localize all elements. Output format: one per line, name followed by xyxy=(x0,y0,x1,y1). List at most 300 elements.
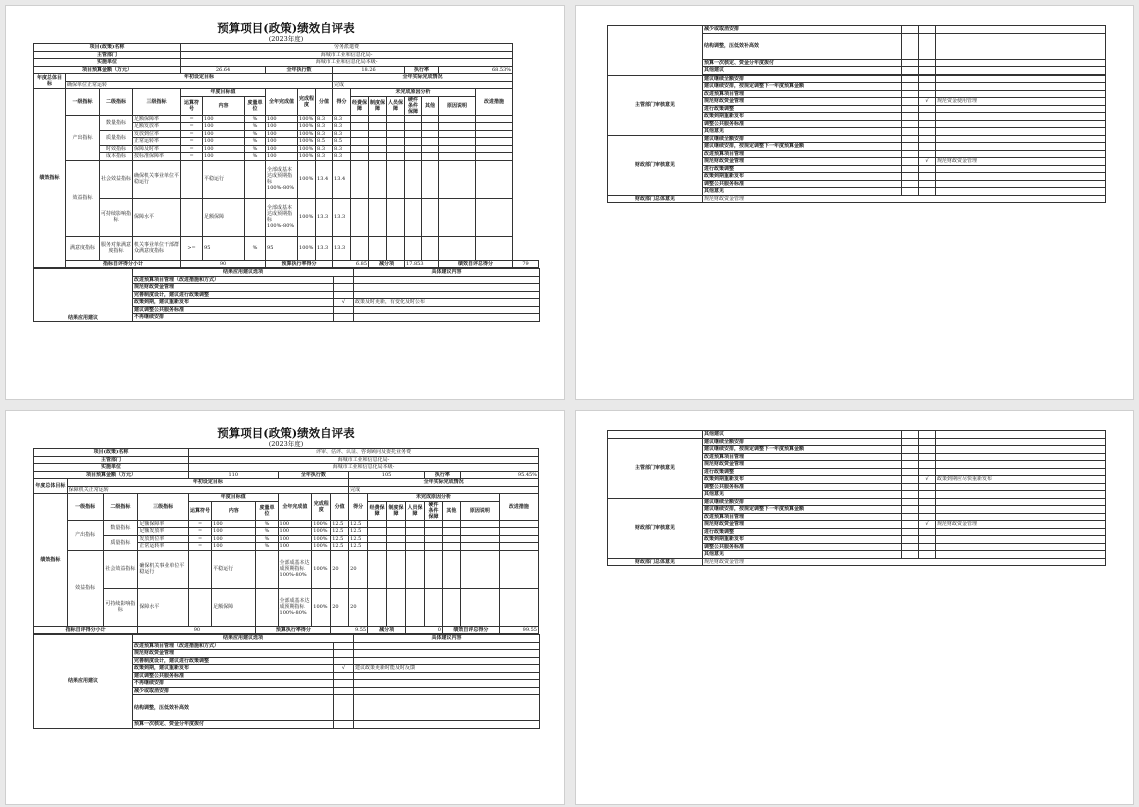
table-cell: 项目预算金额（万元） xyxy=(34,66,181,74)
table-cell: 预算执行率得分 xyxy=(266,260,333,268)
empty-cell xyxy=(422,160,439,198)
empty-cell xyxy=(936,453,1106,461)
table-cell: 二级指标 xyxy=(103,494,138,521)
empty-cell xyxy=(499,550,538,588)
table-cell: 建议继续全额安排 xyxy=(703,75,902,83)
empty-cell xyxy=(902,551,919,559)
empty-cell xyxy=(919,551,936,559)
empty-cell xyxy=(476,145,513,153)
empty-cell xyxy=(936,551,1106,559)
table-cell: 12.5 xyxy=(349,535,368,543)
table-cell: 机关事业单位干部群众满意度指标 xyxy=(133,236,181,260)
empty-cell xyxy=(439,153,476,161)
table-cell: = xyxy=(181,123,203,131)
table-cell: 8.3 xyxy=(316,123,333,131)
empty-cell xyxy=(936,165,1106,173)
table-cell: 17.853 xyxy=(405,260,439,268)
empty-cell xyxy=(405,236,422,260)
table-cell: 改进预算项目管理（改进措施和方式） xyxy=(133,642,334,650)
table-cell: 时效指标 xyxy=(100,145,133,153)
table-cell: 平稳运行 xyxy=(203,160,245,198)
table-cell: 保障水平 xyxy=(138,588,189,626)
empty-cell xyxy=(902,446,919,454)
empty-cell xyxy=(439,130,476,138)
table-cell: 年初设定目标 xyxy=(66,74,333,82)
table-cell: 100% xyxy=(298,198,316,236)
empty-cell xyxy=(439,115,476,123)
table-cell: √ xyxy=(334,665,354,673)
empty-cell xyxy=(902,536,919,544)
empty-cell xyxy=(245,198,266,236)
table-cell: 分值 xyxy=(331,494,349,521)
empty-cell xyxy=(368,543,387,551)
empty-cell xyxy=(354,672,540,680)
empty-cell xyxy=(919,536,936,544)
empty-cell xyxy=(368,588,387,626)
empty-cell xyxy=(334,642,354,650)
table-cell: 100 xyxy=(278,528,312,536)
table-cell: = xyxy=(188,543,211,551)
table-cell: 全年执行数 xyxy=(266,66,333,74)
table-cell: 主管部门 xyxy=(34,456,189,464)
empty-cell xyxy=(181,198,203,236)
table-cell: 社会效益指标 xyxy=(100,160,133,198)
empty-cell xyxy=(442,528,460,536)
empty-cell xyxy=(476,153,513,161)
table-cell: 结果应用建议 xyxy=(34,269,133,322)
empty-cell xyxy=(422,130,439,138)
empty-cell xyxy=(902,491,919,499)
empty-cell xyxy=(919,431,936,439)
empty-cell xyxy=(442,550,460,588)
empty-cell xyxy=(902,453,919,461)
empty-cell xyxy=(406,528,425,536)
empty-cell xyxy=(369,130,387,138)
empty-cell xyxy=(919,26,936,34)
table-cell: 社会效益指标 xyxy=(103,550,138,588)
empty-cell xyxy=(442,520,460,528)
empty-cell xyxy=(369,236,387,260)
empty-cell xyxy=(406,543,425,551)
form2-title: 预算项目(政策)绩效自评表 xyxy=(217,426,355,440)
empty-cell xyxy=(919,90,936,98)
empty-cell xyxy=(442,588,460,626)
table-cell: 规范财政资金管理 xyxy=(703,558,1106,566)
table-cell: 12.5 xyxy=(349,520,368,528)
empty-cell xyxy=(460,528,499,536)
table-cell: 财政部门总体意见 xyxy=(608,558,703,566)
table-cell: 实施单位 xyxy=(34,464,189,472)
empty-cell xyxy=(256,550,278,588)
empty-cell xyxy=(902,26,919,34)
empty-cell xyxy=(369,160,387,198)
empty-cell xyxy=(936,506,1106,514)
empty-cell xyxy=(476,123,513,131)
empty-cell xyxy=(387,138,405,146)
empty-cell xyxy=(936,83,1106,91)
table-cell: 三级指标 xyxy=(138,494,189,521)
empty-cell xyxy=(936,536,1106,544)
table-cell: 指标自评得分小计 xyxy=(66,260,181,268)
empty-cell xyxy=(188,550,211,588)
table-cell: 100% xyxy=(298,236,316,260)
empty-cell xyxy=(442,535,460,543)
table-cell: 90 xyxy=(138,626,256,634)
table-cell: 制度保障 xyxy=(387,501,406,520)
empty-cell xyxy=(442,543,460,551)
form1-app-table xyxy=(33,268,540,322)
empty-cell xyxy=(387,160,405,198)
empty-cell xyxy=(369,198,387,236)
page-3 xyxy=(5,410,565,805)
table-cell: 8.3 xyxy=(316,145,333,153)
empty-cell xyxy=(902,180,919,188)
table-cell: % xyxy=(256,520,278,528)
empty-cell xyxy=(919,188,936,196)
table-cell: 项目(政策)名称 xyxy=(34,44,181,52)
empty-cell xyxy=(919,528,936,536)
table-cell: 100 xyxy=(212,543,256,551)
empty-cell xyxy=(387,236,405,260)
empty-cell xyxy=(499,535,538,543)
table-cell: 原因说明 xyxy=(439,96,476,115)
table-cell: 硬件条件保障 xyxy=(405,96,422,115)
empty-cell xyxy=(387,198,405,236)
form2-sheet xyxy=(33,427,539,729)
empty-cell xyxy=(387,520,406,528)
table-cell: 可持续影响指标 xyxy=(103,588,138,626)
empty-cell xyxy=(902,173,919,181)
empty-cell xyxy=(902,83,919,91)
table-cell: 100% xyxy=(298,123,316,131)
table-cell: % xyxy=(245,236,266,260)
table-cell: 确保机关事业单位平稳运行 xyxy=(138,550,189,588)
table-cell: 其他意见 xyxy=(703,128,902,136)
table-cell: 项目预算金额（万元） xyxy=(34,471,189,479)
empty-cell xyxy=(919,543,936,551)
empty-cell xyxy=(439,236,476,260)
empty-cell xyxy=(387,123,405,131)
empty-cell xyxy=(936,498,1106,506)
empty-cell xyxy=(902,431,919,439)
table-cell: 建议调整公共服务标准 xyxy=(133,306,334,314)
table-cell: 执行率 xyxy=(405,66,439,74)
table-cell: 改进预算项目管理 xyxy=(703,90,902,98)
table-cell: 确保单位正常运转 xyxy=(66,81,333,89)
empty-cell xyxy=(902,113,919,121)
empty-cell xyxy=(387,130,405,138)
table-cell: 政策到期，建议重新发布 xyxy=(133,665,334,673)
table-cell: 减分项 xyxy=(369,260,405,268)
empty-cell xyxy=(902,476,919,484)
table-cell: 满意度指标 xyxy=(66,236,100,260)
empty-cell xyxy=(936,105,1106,113)
table-cell: 得分 xyxy=(349,494,368,521)
table-cell: 政策到期，建议重新发布 xyxy=(133,299,334,307)
table-cell: 8.3 xyxy=(333,145,351,153)
empty-cell xyxy=(354,695,540,721)
table-cell: 建议继续全额安排 xyxy=(703,438,902,446)
table-cell: 正常运转率 xyxy=(138,543,189,551)
table-cell: 12.5 xyxy=(331,535,349,543)
empty-cell xyxy=(919,498,936,506)
empty-cell xyxy=(369,115,387,123)
table-cell: 绩效自评总得分 xyxy=(439,260,513,268)
empty-cell xyxy=(406,588,425,626)
table-cell: 8.3 xyxy=(316,115,333,123)
empty-cell xyxy=(387,550,406,588)
empty-cell xyxy=(919,173,936,181)
empty-cell xyxy=(368,520,387,528)
form1-review-table xyxy=(607,25,1106,203)
table-cell: = xyxy=(188,520,211,528)
empty-cell xyxy=(405,130,422,138)
table-cell: 海城市工业和信息化局本级- xyxy=(188,464,538,472)
table-cell: 95 xyxy=(203,236,245,260)
empty-cell xyxy=(405,123,422,131)
table-cell: 结构调整，压低效补高效 xyxy=(703,33,902,59)
table-cell: 100% xyxy=(298,160,316,198)
table-cell: 足额发放率 xyxy=(133,123,181,131)
table-cell: 建议调整公共服务标准 xyxy=(133,672,334,680)
table-cell: 全部成基本达成预期指标100%-80% xyxy=(266,198,298,236)
table-cell: 其他意见 xyxy=(703,551,902,559)
empty-cell xyxy=(351,123,369,131)
table-cell: 12.5 xyxy=(349,528,368,536)
empty-cell xyxy=(936,543,1106,551)
table-cell: 20 xyxy=(349,588,368,626)
empty-cell xyxy=(354,291,540,299)
table-cell: 100 xyxy=(266,123,298,131)
table-cell: 8.3 xyxy=(333,115,351,123)
empty-cell xyxy=(439,160,476,198)
empty-cell xyxy=(334,695,354,721)
empty-cell xyxy=(334,672,354,680)
table-cell: 二级指标 xyxy=(100,89,133,116)
table-cell: 预算一次核定、资金分年度拨付 xyxy=(703,59,902,67)
empty-cell xyxy=(354,687,540,695)
empty-cell xyxy=(354,680,540,688)
table-cell: 具体建议内容 xyxy=(354,635,540,643)
empty-cell xyxy=(425,588,443,626)
table-cell: 足额保障 xyxy=(212,588,256,626)
table-cell: 度量单位 xyxy=(256,501,278,520)
table-cell: 12.5 xyxy=(349,543,368,551)
empty-cell xyxy=(256,588,278,626)
form1-table xyxy=(33,43,539,268)
table-cell: √ xyxy=(919,521,936,529)
table-cell: 足额保障 xyxy=(203,198,245,236)
table-cell: 规范财政资金管理 xyxy=(703,158,902,166)
table-cell: 100% xyxy=(312,588,331,626)
table-cell: 调整公共服务标准 xyxy=(703,543,902,551)
table-cell: 13.4 xyxy=(333,160,351,198)
empty-cell xyxy=(354,657,540,665)
empty-cell xyxy=(902,143,919,151)
table-cell: 110 xyxy=(188,471,278,479)
table-cell: 政策到期应尽快重新发布 xyxy=(936,476,1106,484)
empty-cell xyxy=(936,59,1106,67)
table-cell: 100 xyxy=(203,153,245,161)
empty-cell xyxy=(919,483,936,491)
table-cell: 13.3 xyxy=(333,198,351,236)
table-cell: % xyxy=(245,153,266,161)
form2-project: 评审、估评、认证、咨询顾问及委托业务费 xyxy=(188,449,538,457)
table-cell: 足额发放率 xyxy=(138,528,189,536)
table-cell: 建议继续全额安排 xyxy=(703,498,902,506)
table-cell: 20 xyxy=(331,550,349,588)
table-cell: = xyxy=(181,138,203,146)
table-cell: 数量指标 xyxy=(103,520,138,535)
table-cell: % xyxy=(256,535,278,543)
page-2 xyxy=(575,5,1134,400)
empty-cell xyxy=(425,520,443,528)
empty-cell xyxy=(919,120,936,128)
empty-cell xyxy=(936,180,1106,188)
empty-cell xyxy=(902,438,919,446)
empty-cell xyxy=(902,59,919,67)
empty-cell xyxy=(936,468,1106,476)
empty-cell xyxy=(405,160,422,198)
table-cell: 足额保障率 xyxy=(138,520,189,528)
empty-cell xyxy=(919,83,936,91)
table-cell: 全部成基本达成预期指标100%-80% xyxy=(266,160,298,198)
table-cell: 建议继续安排，按规定调整下一年度预算金额 xyxy=(703,446,902,454)
table-cell: 财政部门审核意见 xyxy=(608,135,703,195)
empty-cell xyxy=(351,115,369,123)
empty-cell xyxy=(936,431,1106,439)
empty-cell xyxy=(902,165,919,173)
table-cell: 原因说明 xyxy=(460,501,499,520)
table-cell: 三级指标 xyxy=(133,89,181,116)
table-cell: 完成 xyxy=(333,81,513,89)
table-cell: 结构调整，压低效补高效 xyxy=(133,695,334,721)
empty-cell xyxy=(334,650,354,658)
empty-cell xyxy=(406,535,425,543)
table-cell: % xyxy=(245,130,266,138)
empty-cell xyxy=(902,90,919,98)
empty-cell xyxy=(351,145,369,153)
empty-cell xyxy=(476,160,513,198)
empty-cell xyxy=(369,123,387,131)
table-cell: 正常运转率 xyxy=(133,138,181,146)
empty-cell xyxy=(334,687,354,695)
table-cell: 12.5 xyxy=(331,528,349,536)
table-cell: 90 xyxy=(181,260,266,268)
empty-cell xyxy=(936,26,1106,34)
table-cell: 105 xyxy=(349,471,425,479)
table-cell: 质量指标 xyxy=(103,535,138,550)
empty-cell xyxy=(422,153,439,161)
empty-cell xyxy=(422,145,439,153)
table-cell: 100 xyxy=(203,145,245,153)
form2-app-table xyxy=(33,634,540,729)
table-cell: 完善制度设计，建议进行政策调整 xyxy=(133,291,334,299)
table-cell: 100% xyxy=(312,528,331,536)
table-cell: 规范资金使用管理 xyxy=(936,98,1106,106)
table-cell: 内容 xyxy=(212,501,256,520)
empty-cell xyxy=(919,446,936,454)
table-cell: % xyxy=(256,543,278,551)
empty-cell xyxy=(334,306,354,314)
table-cell: 政策到期重新发布 xyxy=(703,476,902,484)
table-cell: 其他意见 xyxy=(703,188,902,196)
empty-cell xyxy=(919,143,936,151)
empty-cell xyxy=(387,588,406,626)
table-cell: 年初设定目标 xyxy=(67,479,348,487)
table-cell: = xyxy=(181,153,203,161)
table-cell: 100% xyxy=(298,130,316,138)
table-cell: 经费保障 xyxy=(368,501,387,520)
empty-cell xyxy=(369,145,387,153)
empty-cell xyxy=(422,115,439,123)
empty-cell xyxy=(902,98,919,106)
table-cell: 其他建议 xyxy=(703,67,902,75)
empty-cell xyxy=(919,453,936,461)
table-cell: 保障水平 xyxy=(133,198,181,236)
empty-cell xyxy=(406,520,425,528)
empty-cell xyxy=(919,75,936,83)
table-cell: 规范财政资金管理 xyxy=(703,195,1106,203)
empty-cell xyxy=(422,138,439,146)
empty-cell xyxy=(936,75,1106,83)
table-cell: 人员保障 xyxy=(387,96,405,115)
empty-cell xyxy=(936,528,1106,536)
table-cell: 改进措施 xyxy=(476,89,513,116)
empty-cell xyxy=(351,236,369,260)
empty-cell xyxy=(902,483,919,491)
table-cell: 数量指标 xyxy=(100,115,133,130)
empty-cell xyxy=(387,115,405,123)
table-cell: 其他 xyxy=(422,96,439,115)
table-cell: 具体建议内容 xyxy=(354,269,540,277)
empty-cell xyxy=(425,543,443,551)
table-cell: 全年实际完成情况 xyxy=(333,74,513,82)
empty-cell xyxy=(919,105,936,113)
table-cell: 保障及时率 xyxy=(133,145,181,153)
empty-cell xyxy=(902,468,919,476)
table-cell: 一级指标 xyxy=(66,89,100,116)
table-cell: 100% xyxy=(298,115,316,123)
empty-cell xyxy=(919,135,936,143)
empty-cell xyxy=(902,543,919,551)
empty-cell xyxy=(406,550,425,588)
table-cell: 100 xyxy=(266,153,298,161)
empty-cell xyxy=(936,188,1106,196)
empty-cell xyxy=(902,75,919,83)
table-cell: 减少或取消安排 xyxy=(703,26,902,34)
empty-cell xyxy=(902,128,919,136)
table-cell: 进行政策调整 xyxy=(703,528,902,536)
empty-cell xyxy=(936,90,1106,98)
empty-cell xyxy=(425,550,443,588)
empty-cell xyxy=(369,138,387,146)
table-cell: 政策及时更新，有变化及时公布 xyxy=(354,299,540,307)
table-cell: 9.55 xyxy=(331,626,368,634)
empty-cell xyxy=(936,483,1106,491)
empty-cell xyxy=(354,642,540,650)
table-cell: 改进预算项目管理 xyxy=(703,513,902,521)
empty-cell xyxy=(354,276,540,284)
empty-cell xyxy=(919,438,936,446)
table-cell: 95 xyxy=(266,236,298,260)
page-4 xyxy=(575,410,1134,805)
table-cell: √ xyxy=(334,299,354,307)
table-cell: 100 xyxy=(212,520,256,528)
form1-project: 劳务派遣费 xyxy=(181,44,513,52)
empty-cell xyxy=(439,145,476,153)
table-cell: 100% xyxy=(312,535,331,543)
